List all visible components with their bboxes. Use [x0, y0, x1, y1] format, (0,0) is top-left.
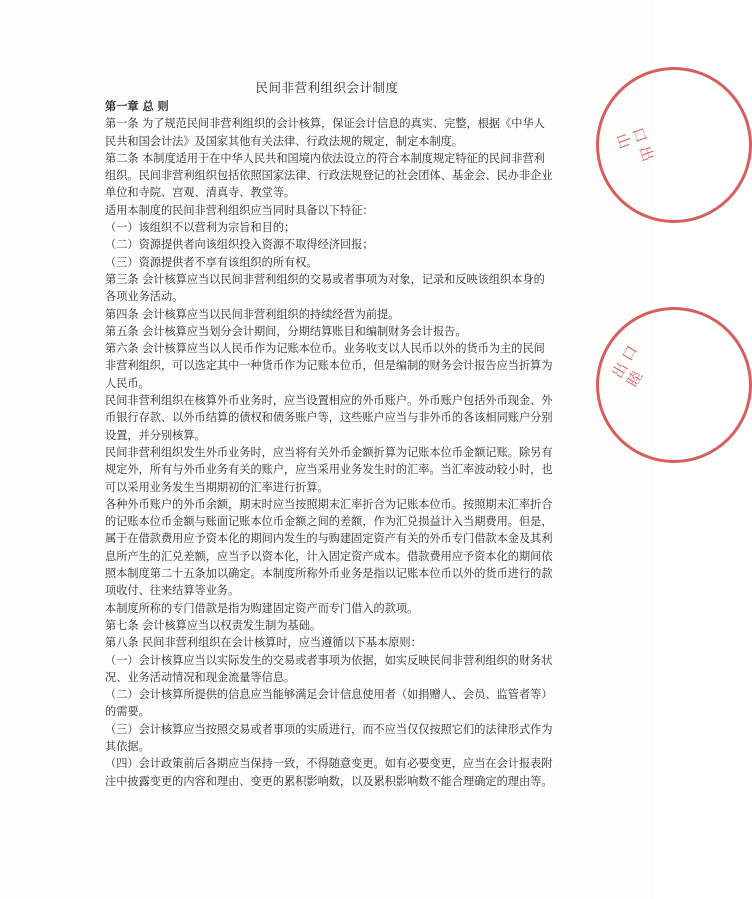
red-seal-stamp: [586, 92, 658, 392]
paragraph: 民间非营利组织在核算外币业务时，应当设置相应的外币账户。外币账户包括外币现金、外币银行存款、以外币结算的债权和债务账户等，这些账户应当与非外币的各该相同账户分别设置，并分别核算。: [105, 394, 553, 442]
document-body: [105, 98, 555, 790]
article-5: 第五条 会计核算应当划分会计期间，分期结算账目和编制财务会计报告。: [105, 324, 467, 338]
list-item: （四）会计政策前后各期应当保持一致，不得随意变更。如有必要变更，应当在会计报表附注中披露变更的内容和理由、变更的累积影响数，以及累积影响数不能合理确定的理由等。: [105, 757, 553, 788]
document-title: 民间非营利组织会计制度: [255, 80, 399, 95]
list-item: （二）资源提供者向该组织投入资源不取得经济回报；: [105, 238, 374, 252]
article-4: 第四条 会计核算应当以民间非营利组织的持续经营为前提。: [105, 307, 400, 321]
seal-text-bottom: 出 口 睦: [608, 342, 647, 390]
article-3: 第三条 会计核算应当以民间非营利组织的交易或者事项为对象，记录和反映该组织本身的各项业务活动。: [105, 272, 545, 304]
list-item: （三）资源提供者不享有该组织的所有权。: [105, 255, 318, 269]
article-1: 第一条 为了规范民间非营利组织的会计核算，保证会计信息的真实、完整，根据《中华人民共和国会计法》及国家其他有关法律、行政法规的规定，制定本制度。: [105, 117, 545, 148]
list-item: （二）会计核算所提供的信息应当能够满足会计信息使用者（如捐赠人、会员、监管者等）的需要。: [105, 688, 553, 719]
article-6: 第六条 会计核算应当以人民币作为记账本位币。业务收支以人民币以外的货币为主的民间非营利组织，可以选定其中一种货币作为记账本位币，但是编制的财务会计报告应当折算为人民币。: [105, 342, 553, 390]
seal-ring-bottom: [596, 307, 752, 463]
seal-text-top: 口 出 山: [612, 124, 658, 164]
paragraph: 本制度所称的专门借款是指为购建固定资产而专门借入的款项。: [105, 601, 419, 615]
article-8: 第八条 民间非营利组织在会计核算时，应当遵循以下基本原则：: [105, 636, 422, 650]
article-7: 第七条 会计核算应当以权责发生制为基础。: [105, 618, 322, 632]
list-item: （一）该组织不以营利为宗旨和目的；: [105, 221, 296, 235]
list-item: （三）会计核算应当按照交易或者事项的实质进行，而不应当仅仅按照它们的法律形式作为其依据。: [105, 722, 553, 753]
paragraph: 适用本制度的民间非营利组织应当同时具备以下特征：: [105, 203, 374, 217]
article-2: 第二条 本制度适用于在中华人民共和国境内依法设立的符合本制度规定特征的民间非营利组织。民间非营利组织包括依照国家法律、行政法规登记的社会团体、基金会、民办非企业单位和寺院、宫观、清真寺、教堂等。: [105, 151, 553, 200]
chapter-heading: 第一章 总 则: [105, 99, 169, 113]
list-item: （一）会计核算应当以实际发生的交易或者事项为依据，如实反映民间非营利组织的财务状况、业务活动情况和现金流量等信息。: [105, 653, 553, 684]
paragraph: 各种外币账户的外币余额，期末时应当按照期末汇率折合为记账本位币。按照期末汇率折合的记账本位币金额与账面记账本位币金额之间的差额，作为汇兑损益计入当期费用。但是，属于在借款费用应予资本化的期间内发生的与购建固定资产有关的外币专门借款本金及其利息所产生的汇兑差额，应当予以资本化，计入固定资产成本。借款费用应予资本化的期间依照本制度第二十五条加以确定。本制度所称外币业务是指以记账本位币以外的货币进行的款项收付、往来结算等业务。: [105, 497, 553, 598]
paragraph: 民间非营利组织发生外币业务时，应当将有关外币金额折算为记账本位币金额记账。除另有规定外，所有与外币业务有关的账户，应当采用业务发生时的汇率。当汇率波动较小时，也可以采用业务发生当期期初的汇率进行折算。: [105, 445, 553, 494]
